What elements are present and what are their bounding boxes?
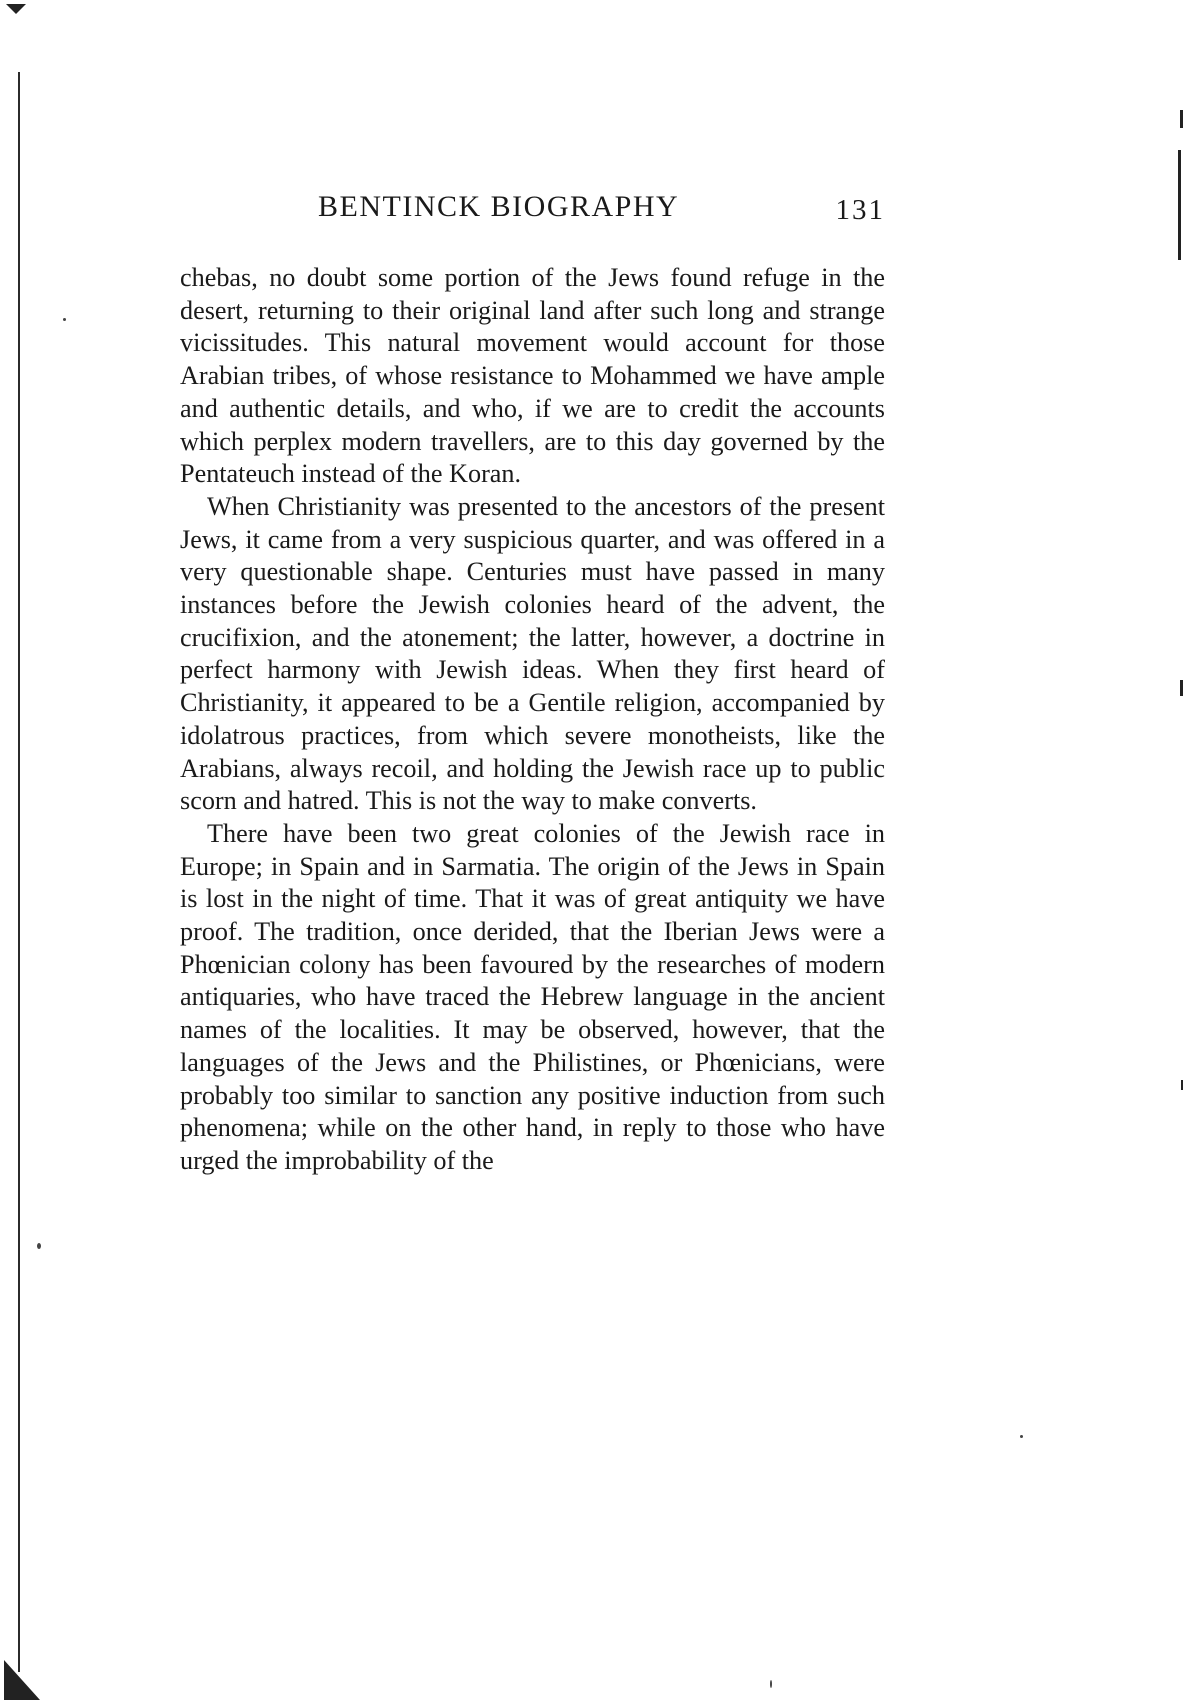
page-header <box>180 190 885 230</box>
scan-speck <box>770 1680 772 1688</box>
paragraph: There have been two great colonies of the Jewish race in Europe; in Spain and in Sarmatia. The origin of the Jews in Spain is lost in the night of time. That it was of great antiquity we have proof. The tradition, once derided, that the Iberian Jews were a Phœnician colony has been favoured by the researches of modern antiquaries, who have traced the Hebrew language in the ancient names of the localities. It may be observed, however, that the languages of the Jews and the Philistines, or Phœnicians, were probably too similar to sanction any positive induction from such phenomena; while on the other hand, in reply to those who have urged the improbability of the <box>180 818 885 1175</box>
scan-speck <box>1181 1080 1183 1090</box>
scan-speck <box>1178 150 1181 260</box>
paragraph: When Christianity was presented to the ancestors of the present Jews, it came from a very suspicious quarter, and was offered in a very questionable shape. Centuries must have passed in many instances before the Jewish colonies heard of the advent, the crucifixion, and the atonement; the latter, however, a doctrine in perfect harmony with Jewish ideas. When they first heard of Christianity, it appeared to be a Gentile religion, accompanied by idolatrous practices, from which severe monotheists, like the Arabians, always recoil, and holding the Jewish race up to public scorn and hatred. This is not the way to make converts. <box>180 491 885 816</box>
body-text <box>180 262 885 1178</box>
scan-speck <box>63 318 66 321</box>
paragraph: chebas, no doubt some portion of the Jews found refuge in the desert, returning to their original land after such long and strange vicissitudes. This natural movement would account for those Arabian tribes, of whose resistance to Mohammed we have ample and authentic details, and who, if we are to credit the accounts which perplex modern travellers, are to this day governed by the Pentateuch instead of the Koran. <box>180 263 885 489</box>
scan-speck <box>1180 110 1183 128</box>
scan-speck <box>1020 1435 1023 1438</box>
running-head: BENTINCK BIOGRAPHY <box>318 190 680 223</box>
scan-corner-mark-bottom <box>4 1660 40 1700</box>
page-number: 131 <box>835 194 885 226</box>
scan-speck <box>37 1243 41 1249</box>
scan-binding-edge <box>18 72 20 1672</box>
scan-corner-mark-top <box>6 4 26 14</box>
scan-speck <box>1180 680 1183 696</box>
